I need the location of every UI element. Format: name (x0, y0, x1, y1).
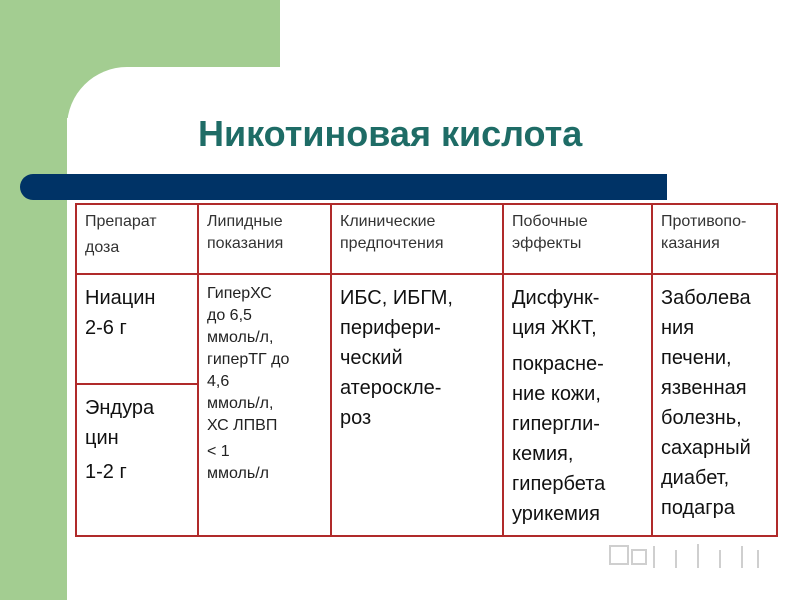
cell-line: до 6,5 (207, 307, 252, 324)
cell-line: гиперТГ до (207, 351, 290, 368)
slide-title: Никотиновая кислота (198, 113, 583, 154)
header-line: Липидные (207, 213, 283, 230)
cell-line: ммоль/л, (207, 329, 274, 346)
header-drug-dose (76, 204, 198, 274)
cell-line: 1-2 г (85, 461, 127, 483)
cell-line: 2-6 г (85, 317, 127, 339)
header-line: показания (207, 235, 284, 252)
cell-preferences (331, 274, 503, 536)
cell-line: урикемия (512, 503, 600, 525)
cell-line: кемия, (512, 443, 574, 465)
header-line: Противопо- (661, 213, 747, 230)
cell-line: ГиперХС (207, 285, 272, 302)
cell-drug-niacin (76, 274, 198, 384)
cell-line: Ниацин (85, 287, 156, 309)
cell-indications (198, 274, 331, 536)
cell-line: Заболева (661, 287, 751, 309)
cell-line: атероскле- (340, 377, 442, 399)
header-clinical-preferences (331, 204, 503, 274)
cell-line: подагра (661, 497, 735, 519)
decor-title-bar (20, 174, 667, 200)
cell-line: ИБС, ИБГМ, (340, 287, 453, 309)
table-header-row (76, 204, 777, 274)
cell-line: Эндура (85, 397, 155, 419)
drug-table (75, 203, 778, 537)
cell-line: ммоль/л (207, 465, 269, 482)
cell-line: ние кожи, (512, 383, 601, 405)
cell-line: Дисфунк- (512, 287, 600, 309)
header-contraindications (652, 204, 777, 274)
header-line: Клинические (340, 213, 436, 230)
header-line: эффекты (512, 235, 582, 252)
header-line: Побочные (512, 213, 588, 230)
cell-line: болезнь, (661, 407, 742, 429)
cell-line: ХС ЛПВП (207, 417, 278, 434)
cell-line: гипергли- (512, 413, 600, 435)
cell-line: роз (340, 407, 372, 429)
cell-line: ческий (340, 347, 403, 369)
header-line: доза (85, 239, 120, 256)
cell-line: язвенная (661, 377, 747, 399)
watermark-icon (606, 540, 766, 574)
cell-line: ния (661, 317, 695, 339)
cell-line: ммоль/л, (207, 395, 274, 412)
cell-line: < 1 (207, 443, 230, 460)
header-line: казания (661, 235, 720, 252)
cell-drug-endurazin (76, 384, 198, 536)
header-side-effects (503, 204, 652, 274)
cell-contraindications (652, 274, 777, 536)
header-lipid-indications (198, 204, 331, 274)
header-line: Препарат (85, 213, 157, 230)
cell-line: сахарный (661, 437, 751, 459)
header-line: предпочтения (340, 235, 444, 252)
cell-line: покрасне- (512, 353, 604, 375)
cell-line: ция ЖКТ, (512, 317, 597, 339)
cell-line: печени, (661, 347, 732, 369)
cell-side-effects (503, 274, 652, 536)
cell-line: диабет, (661, 467, 730, 489)
cell-line: цин (85, 427, 119, 449)
table-row (76, 274, 777, 384)
cell-line: перифери- (340, 317, 441, 339)
cell-line: гипербета (512, 473, 606, 495)
cell-line: 4,6 (207, 373, 230, 390)
